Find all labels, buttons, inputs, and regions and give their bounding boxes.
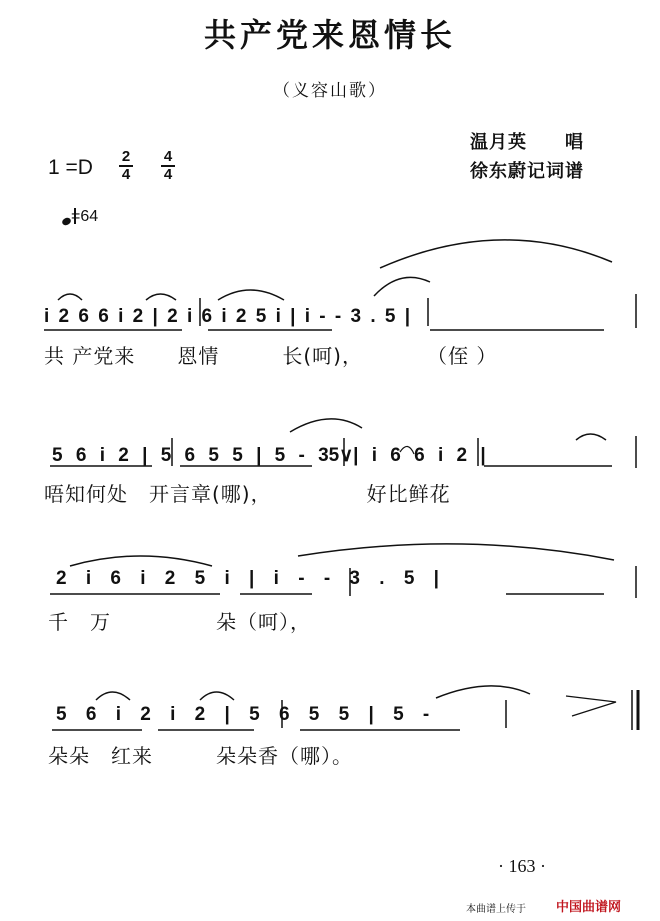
score-line-3-lyrics: 千 万 朵（呵），	[48, 610, 311, 634]
song-title: 共产党来恩情长	[203, 16, 456, 54]
site-logo[interactable]: 中国曲谱网	[556, 900, 622, 915]
score-line-4-music: 5 6 i 2 i 2 | 5 6 5 5 | 5 -	[56, 704, 430, 725]
tie-arc	[298, 544, 614, 560]
time-sig-bottom: 4	[121, 165, 131, 183]
singer-credit: 温月英 唱	[470, 132, 584, 153]
slur-arc	[146, 294, 176, 300]
score-line-1-lyrics: 共 产党来 恩情 长(呵)， （侄 ）	[44, 344, 498, 368]
tie-arc	[436, 686, 530, 698]
slur-arc	[218, 290, 284, 300]
glissando-mark	[400, 446, 414, 454]
score-line-2-music: 5 6 i 2 | 5 6 5 5 | 5 - 35∨| i 6 6 i 2 |	[52, 445, 486, 466]
score-line-3-music: 2 i 6 i 2 5 i | i - - 3 . 5 |	[56, 568, 439, 589]
time-sig-bottom: 4	[163, 165, 173, 183]
score-line-2-lyrics: 唔知何处 开言章(哪)， 好比鲜花	[44, 482, 451, 506]
slur-arc	[96, 692, 130, 700]
time-sig-top: 2	[121, 148, 131, 165]
slur-arc	[374, 277, 430, 296]
slur-arc	[58, 294, 82, 300]
slur-arc	[70, 556, 212, 566]
score-line-4-lyrics: 朵朵 红来 朵朵香（哪）。	[48, 744, 353, 768]
slur-arc	[200, 692, 234, 700]
slur-arc	[576, 434, 606, 440]
time-sig-top: 4	[163, 148, 173, 165]
recorder-credit: 徐东蔚记词谱	[470, 161, 584, 182]
glissando-mark	[566, 696, 616, 716]
slur-arc	[290, 419, 362, 432]
tie-arc	[380, 240, 612, 268]
song-subtitle: （义容山歌）	[273, 81, 387, 101]
key-signature: 1 =D	[48, 156, 93, 179]
score-line-1-music: i 2 6 6 i 2 | 2 i 6 i 2 5 i | i - - 3 . 5 |	[44, 306, 411, 327]
page-number: · 163 ·	[498, 856, 546, 876]
tempo-value: =64	[71, 208, 99, 225]
upload-note: 本曲谱上传于	[466, 904, 526, 915]
